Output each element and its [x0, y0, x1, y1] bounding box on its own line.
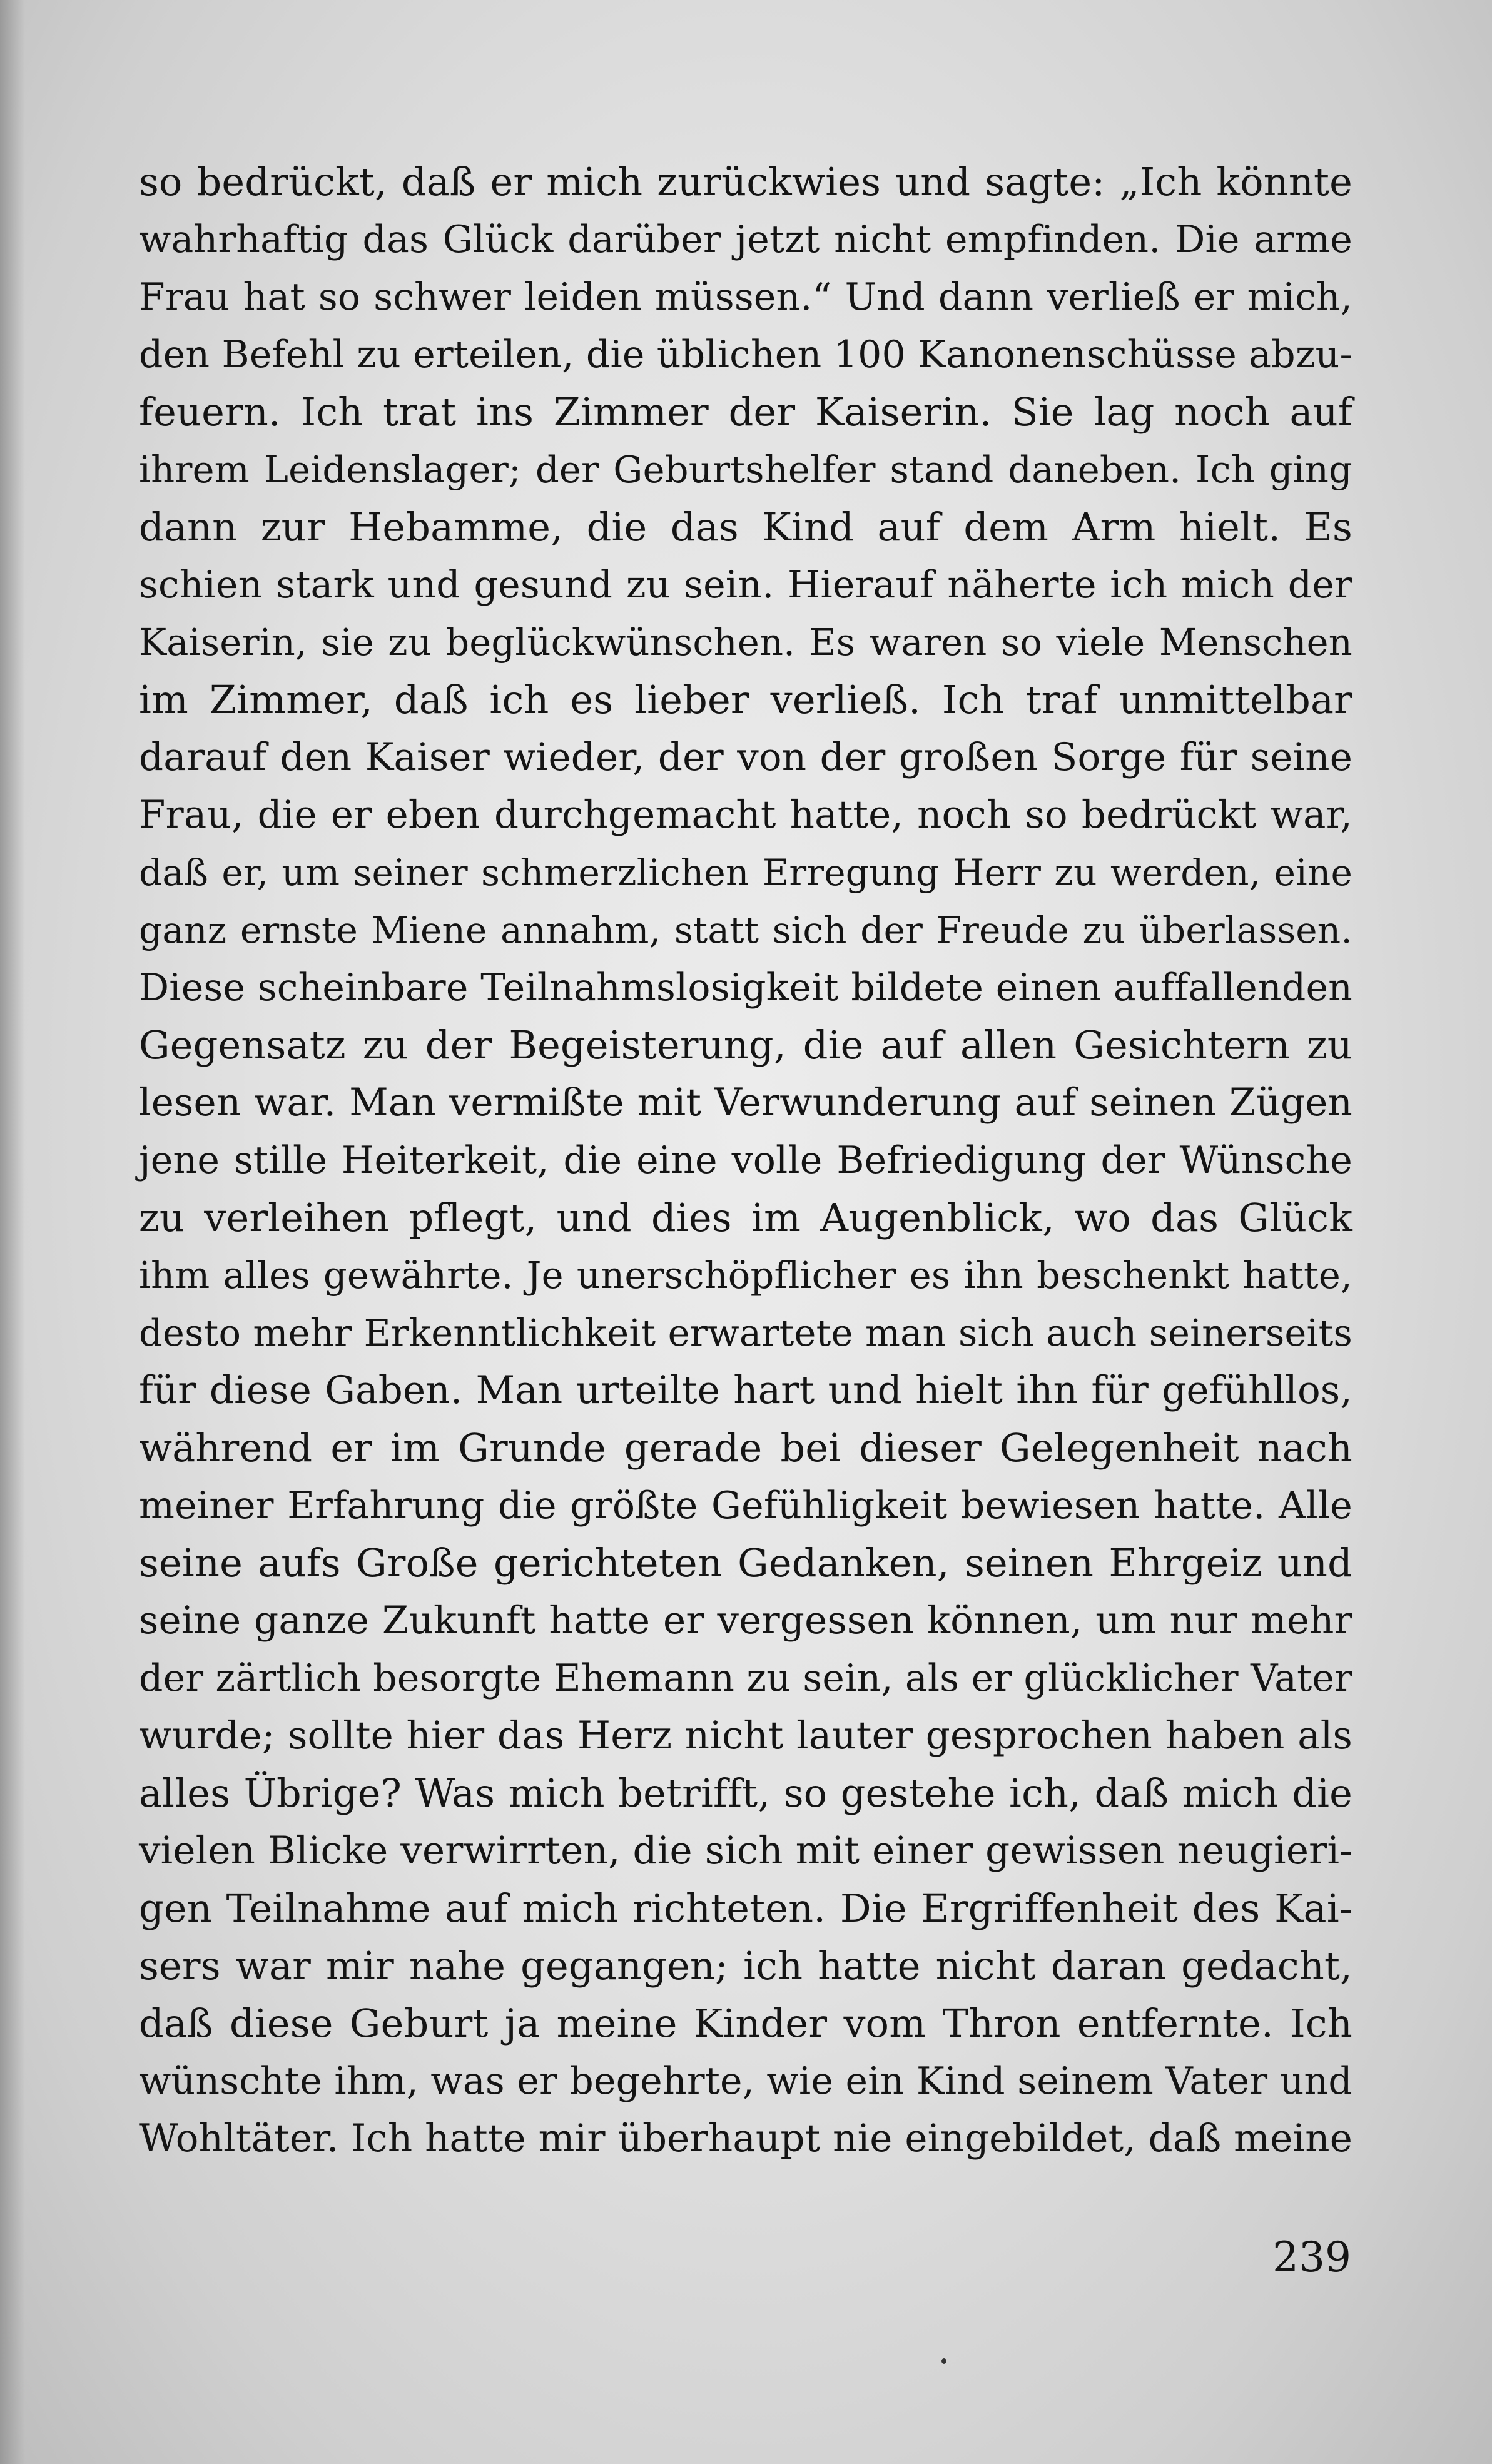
text-line: sers war mir nahe gegangen; ich hatte nicht daran gedacht,: [139, 1943, 1352, 1989]
text-line: gen Teilnahme auf mich richteten. Die Ergriffenheit des Kai-: [139, 1885, 1352, 1931]
text-line: wurde; sollte hier das Herz nicht lauter gesprochen haben als: [139, 1713, 1352, 1758]
text-line: Wohltäter. Ich hatte mir überhaupt nie eingebildet, daß meine: [139, 2116, 1352, 2161]
text-line: desto mehr Erkenntlichkeit erwartete man sich auch seinerseits: [139, 1311, 1352, 1354]
paper-speck: [941, 2358, 946, 2364]
text-line: so bedrückt, daß er mich zurückwies und sagte: „Ich könnte: [139, 159, 1352, 205]
text-line: darauf den Kaiser wieder, der von der großen Sorge für seine: [139, 735, 1352, 779]
text-line: für diese Gaben. Man urteilte hart und hielt ihn für gefühllos,: [139, 1368, 1352, 1412]
text-line: vielen Blicke verwirrten, die sich mit einer gewissen neugieri-: [139, 1828, 1352, 1873]
page-gutter-shadow: [0, 0, 25, 2464]
text-line: während er im Grunde gerade bei dieser Gelegenheit nach: [139, 1425, 1352, 1471]
text-line: seine aufs Große gerichteten Gedanken, seinen Ehrgeiz und: [139, 1540, 1352, 1586]
text-line: seine ganze Zukunft hatte er vergessen können, um nur mehr: [139, 1598, 1352, 1643]
text-line: im Zimmer, daß ich es lieber verließ. Ich traf unmittelbar: [139, 677, 1352, 722]
text-line: jene stille Heiterkeit, die eine volle Befriedigung der Wünsche: [139, 1138, 1352, 1182]
text-line: ihrem Leidenslager; der Geburtshelfer stand daneben. Ich ging: [139, 448, 1352, 491]
text-line: ihm alles gewährte. Je unerschöpflicher es ihn beschenkt hatte,: [139, 1254, 1352, 1297]
text-line: daß diese Geburt ja meine Kinder vom Thron entfernte. Ich: [139, 2000, 1352, 2046]
text-line: dann zur Hebamme, die das Kind auf dem Arm hielt. Es: [139, 504, 1352, 550]
text-line: feuern. Ich trat ins Zimmer der Kaiserin. Sie lag noch auf: [139, 389, 1352, 435]
text-line: wahrhaftig das Glück darüber jetzt nicht empfinden. Die arme: [139, 218, 1352, 261]
text-line: daß er, um seiner schmerzlichen Erregung Herr zu werden, eine: [139, 851, 1352, 894]
text-line: lesen war. Man vermißte mit Verwunderung auf seinen Zügen: [139, 1080, 1352, 1125]
text-line: alles Übrige? Was mich betrifft, so gestehe ich, daß mich die: [139, 1770, 1352, 1816]
body-text: [139, 153, 1352, 2167]
text-line: meiner Erfahrung die größte Gefühligkeit bewiesen hatte. Alle: [139, 1484, 1352, 1528]
text-line: der zärtlich besorgte Ehemann zu sein, als er glücklicher Vater: [139, 1656, 1352, 1700]
text-line: Diese scheinbare Teilnahmslosigkeit bildete einen auffallenden: [139, 966, 1352, 1010]
text-line: Gegensatz zu der Begeisterung, die auf allen Gesichtern zu: [139, 1022, 1352, 1068]
text-line: zu verleihen pflegt, und dies im Augenblick, wo das Glück: [139, 1195, 1352, 1240]
text-line: wünschte ihm, was er begehrte, wie ein Kind seinem Vater und: [139, 2059, 1352, 2103]
text-line: Frau, die er eben durchgemacht hatte, noch so bedrückt war,: [139, 793, 1352, 837]
text-line: Frau hat so schwer leiden müssen.“ Und dann verließ er mich,: [139, 275, 1352, 319]
page-number: 239: [1272, 2233, 1351, 2281]
text-line: Kaiserin, sie zu beglückwünschen. Es waren so viele Menschen: [139, 621, 1352, 664]
text-line: schien stark und gesund zu sein. Hierauf näherte ich mich der: [139, 563, 1352, 607]
text-line: den Befehl zu erteilen, die üblichen 100 Kanonenschüsse abzu-: [139, 333, 1352, 377]
text-line: ganz ernste Miene annahm, statt sich der Freude zu überlassen.: [139, 909, 1352, 951]
